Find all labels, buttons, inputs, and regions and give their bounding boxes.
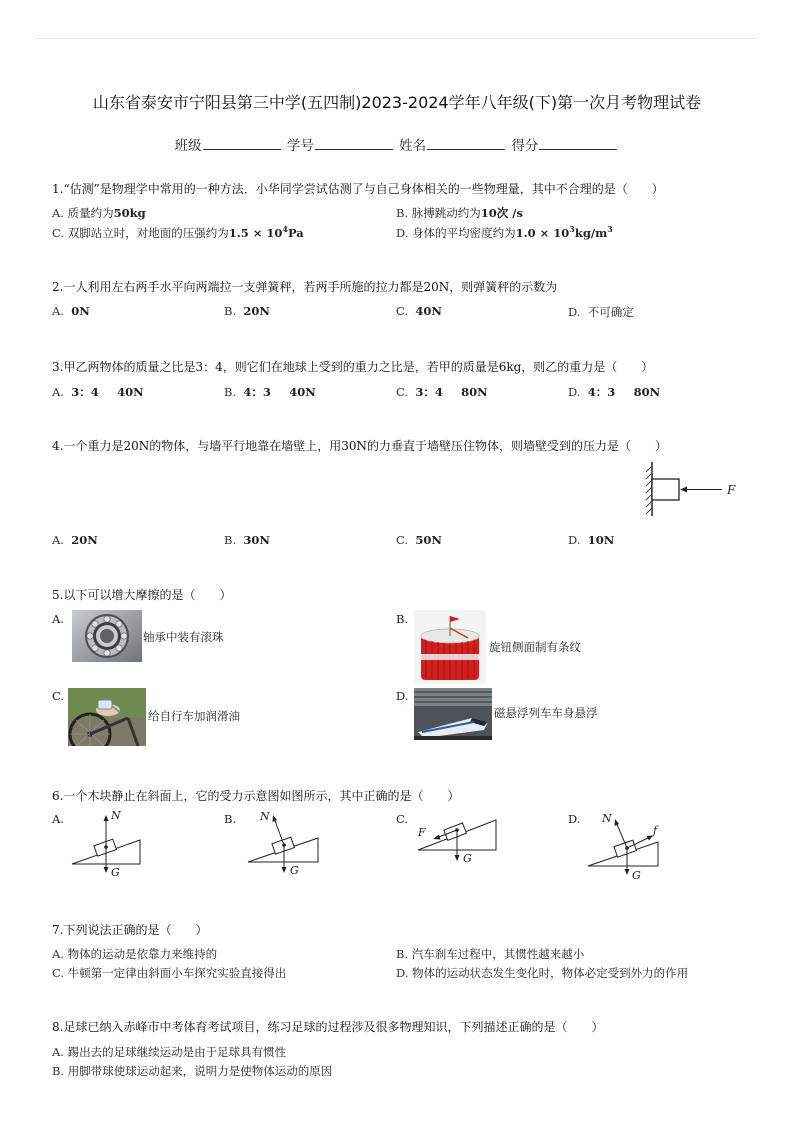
- option-text: 双脚站立时，对地面的压强约为: [67, 225, 229, 240]
- option-value: 40N: [415, 304, 442, 318]
- friction-label: f: [653, 824, 658, 837]
- option-unit: kg/m: [574, 225, 608, 240]
- option-value: 10次 /s: [480, 206, 523, 220]
- question-1-stem: 1.“估测”是物理学中常用的一种方法．小华同学尝试估测了与自己身体相关的一些物理量，其中不合理的是（ ）: [52, 182, 664, 196]
- question-7-option-a: [52, 946, 217, 962]
- option-letter: C.: [396, 533, 409, 547]
- option-unit-exponent: 3: [607, 224, 613, 234]
- option-a-caption: 轴承中装有滚珠: [143, 630, 224, 644]
- question-2-option-b: [224, 304, 270, 318]
- option-unit: Pa: [287, 225, 304, 240]
- question-4-option-c: [396, 533, 442, 547]
- incline-diagram-c: [414, 806, 500, 876]
- question-3-option-d: [568, 384, 660, 400]
- option-ratio: 3：4: [415, 385, 443, 399]
- option-letter: B.: [224, 385, 237, 399]
- question-5-option-a-letter: A.: [52, 612, 64, 626]
- option-letter: A.: [52, 947, 64, 961]
- question-2-option-c: [396, 304, 442, 318]
- option-letter: D.: [396, 966, 409, 980]
- option-value: 30N: [243, 533, 270, 547]
- option-value: 80N: [633, 385, 661, 399]
- question-5-option-b-letter: B.: [396, 612, 409, 626]
- option-ratio: 4：3: [243, 385, 271, 399]
- header-rule: [36, 38, 758, 39]
- name-field[interactable]: [427, 137, 505, 150]
- option-value: 20N: [71, 533, 98, 547]
- option-letter: C.: [396, 304, 409, 318]
- question-1-option-c: [52, 224, 304, 241]
- number-field[interactable]: [315, 137, 393, 150]
- question-4-stem: 4.一个重力是20N的物体，与墙平行地靠在墙壁上，用30N的力垂直于墙壁压住物体，则墙壁受到的压力是（ ）: [52, 439, 667, 453]
- option-d-caption: 磁悬浮列车车身悬浮: [494, 706, 598, 720]
- question-1-option-a: [52, 205, 146, 221]
- class-label: 班级: [174, 138, 202, 154]
- option-letter: A.: [52, 533, 64, 547]
- option-text: 物体的运动状态发生变化时，物体必定受到外力的作用: [412, 966, 689, 980]
- force-label-f: F: [418, 826, 426, 839]
- option-letter: A.: [52, 1045, 64, 1059]
- normal-force-label: N: [602, 812, 612, 825]
- question-8-option-b: [52, 1063, 332, 1079]
- question-1-option-b: [396, 205, 523, 221]
- option-letter: D.: [568, 305, 581, 319]
- exam-title: 山东省泰安市宁阳县第三中学(五四制)2023-2024学年八年级(下)第一次月考物理试卷: [92, 93, 702, 112]
- option-value: 不可确定: [587, 305, 634, 319]
- question-5-option-c-letter: C.: [52, 689, 65, 703]
- option-letter: D.: [568, 533, 581, 547]
- question-3-option-a: [52, 384, 144, 400]
- question-2-option-a: [52, 304, 90, 318]
- wall-force-diagram: [640, 460, 750, 520]
- option-text: 汽车刹车过程中，其惯性越来越小: [411, 947, 585, 961]
- maglev-train-image: [414, 688, 492, 740]
- score-label: 得分: [511, 138, 539, 154]
- number-label: 学号: [286, 138, 314, 154]
- option-value: 50N: [415, 533, 442, 547]
- option-text: 踢出去的足球继续运动是由于足球具有惯性: [67, 1045, 287, 1059]
- option-letter: A.: [52, 206, 64, 220]
- question-8-option-a: [52, 1044, 286, 1060]
- question-7-option-d: [396, 965, 688, 981]
- option-b-caption: 旋钮侧面制有条纹: [489, 640, 581, 654]
- question-2-stem: 2.一人利用左右两手水平向两端拉一支弹簧秤，若两手所施的拉力都是20N，则弹簧秤的示数为: [52, 280, 558, 294]
- question-3-stem: 3.甲乙两物体的质量之比是3：4，则它们在地球上受到的重力之比是，若甲的质量是6kg，则乙的重力是（ ）: [52, 360, 654, 374]
- option-value: 80N: [461, 385, 488, 399]
- option-text: 脉搏跳动约为: [411, 206, 481, 220]
- gravity-label: G: [463, 852, 472, 865]
- option-letter: C.: [396, 385, 409, 399]
- question-4-option-d: [568, 533, 614, 547]
- incline-diagram-b: [244, 806, 322, 882]
- option-value: 10N: [587, 533, 615, 547]
- option-letter: A.: [52, 385, 64, 399]
- option-letter: A.: [52, 304, 64, 318]
- question-7-option-c: [52, 965, 286, 981]
- option-text: 质量约为: [67, 206, 114, 220]
- class-field[interactable]: [203, 137, 281, 150]
- question-6-option-c-letter: C.: [396, 812, 409, 826]
- question-2-option-d: [568, 304, 634, 320]
- option-value: 0N: [71, 304, 90, 318]
- option-value: 40N: [117, 385, 144, 399]
- option-letter: B.: [52, 1064, 65, 1078]
- option-text: 用脚带球使球运动起来，说明力是使物体运动的原因: [67, 1064, 333, 1078]
- question-6-option-a-letter: A.: [52, 812, 64, 826]
- option-text: 身体的平均密度约为: [412, 225, 516, 240]
- question-5-stem: 5.以下可以增大摩擦的是（ ）: [52, 588, 232, 602]
- question-3-option-c: [396, 384, 488, 400]
- question-6-option-d-letter: D.: [568, 812, 581, 826]
- incline-diagram-a: [68, 806, 144, 882]
- question-6-option-b-letter: B.: [224, 812, 237, 826]
- option-letter: D.: [396, 225, 409, 240]
- option-value: 20N: [243, 304, 270, 318]
- gravity-label: G: [632, 869, 641, 882]
- option-letter: C.: [52, 225, 65, 240]
- gravity-label: G: [111, 866, 120, 879]
- option-letter: C.: [52, 966, 65, 980]
- force-label-f: F: [727, 483, 736, 497]
- ball-bearing-image: [72, 610, 142, 662]
- option-letter: B.: [224, 533, 237, 547]
- option-c-caption: 给自行车加润滑油: [148, 709, 240, 723]
- question-4-option-a: [52, 533, 98, 547]
- option-value: 1.0 × 10: [515, 225, 570, 240]
- knob-image: [414, 610, 486, 684]
- normal-force-label: N: [111, 809, 121, 822]
- option-text: 牛顿第一定律由斜面小车探究实验直接得出: [67, 966, 287, 980]
- question-6-stem: 6.一个木块静止在斜面上，它的受力示意图如图所示，其中正确的是（ ）: [52, 789, 460, 803]
- option-ratio: 3：4: [71, 385, 99, 399]
- student-info-line: [0, 134, 794, 154]
- question-7-option-b: [396, 946, 584, 962]
- bicycle-oiling-image: [68, 688, 146, 746]
- question-5-option-d-letter: D.: [396, 689, 409, 703]
- option-text: 物体的运动是依靠力来维持的: [67, 947, 218, 961]
- option-exponent: 4: [282, 224, 288, 234]
- question-1-option-d: [396, 224, 613, 241]
- normal-force-label: N: [260, 810, 270, 823]
- option-value: 40N: [289, 385, 316, 399]
- option-value: 50kg: [113, 206, 146, 220]
- option-exponent: 3: [569, 224, 575, 234]
- name-label: 姓名: [399, 138, 427, 154]
- question-7-stem: 7.下列说法正确的是（ ）: [52, 923, 208, 937]
- option-ratio: 4：3: [587, 385, 616, 399]
- score-field[interactable]: [539, 137, 617, 150]
- question-3-option-b: [224, 384, 316, 400]
- incline-diagram-d: [584, 806, 664, 884]
- option-letter: D.: [568, 385, 581, 399]
- question-8-stem: 8.足球已纳入赤峰市中考体育考试项目，练习足球的过程涉及很多物理知识，下列描述正确的是（ ）: [52, 1020, 604, 1034]
- option-letter: B.: [396, 947, 409, 961]
- question-4-option-b: [224, 533, 270, 547]
- option-value: 1.5 × 10: [228, 225, 283, 240]
- option-letter: B.: [224, 304, 237, 318]
- gravity-label: G: [290, 864, 299, 877]
- option-letter: B.: [396, 206, 409, 220]
